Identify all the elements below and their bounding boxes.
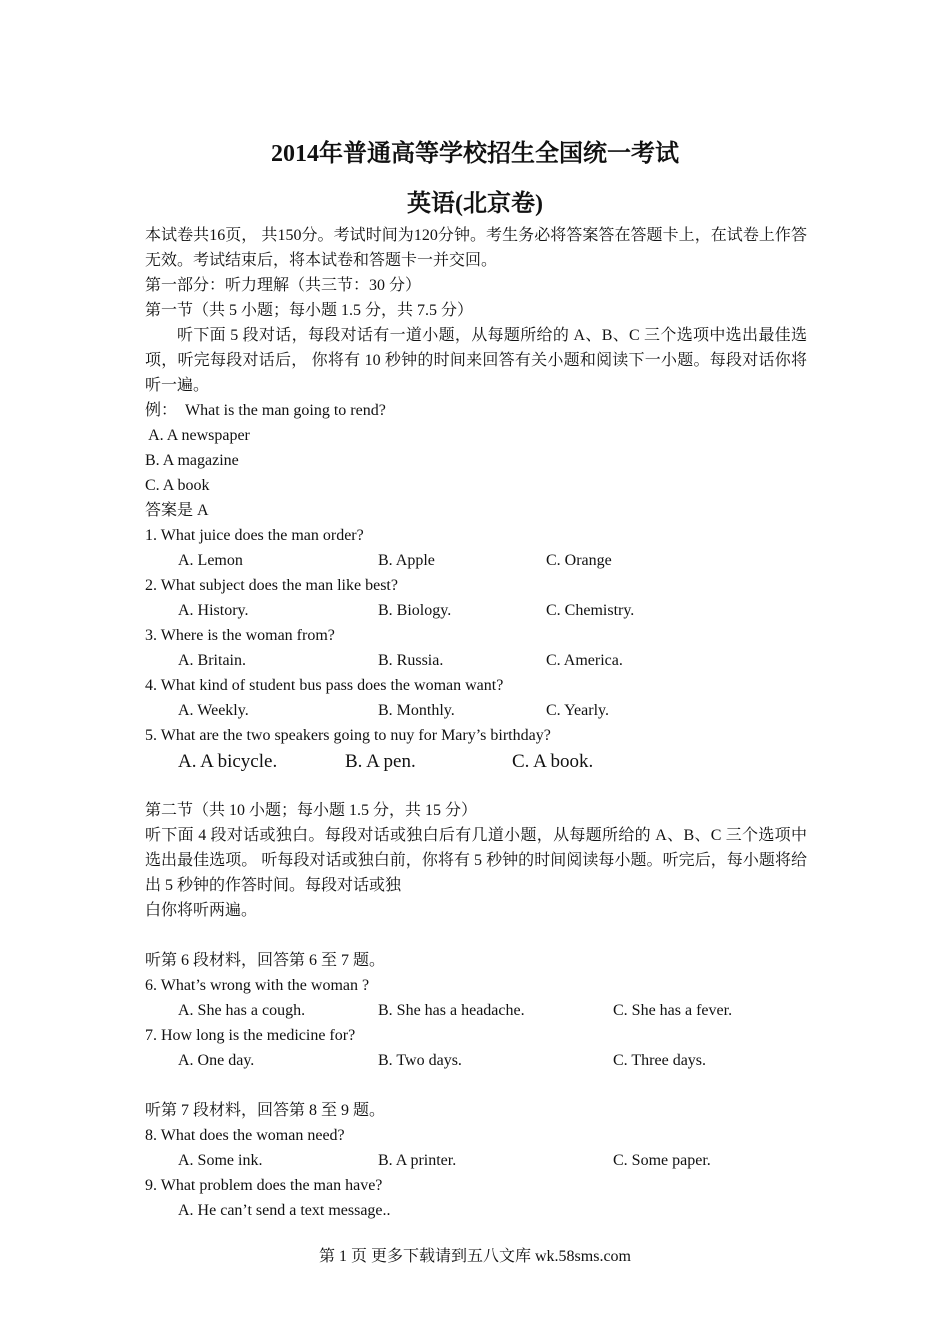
option-a: A. She has a cough. [178,1002,306,1019]
option-a: A. Lemon [178,552,243,569]
question-9: 9. What problem does the man have? [145,1177,383,1194]
option-c: C. America. [546,652,623,669]
option-a: A. A bicycle. [178,751,278,772]
question-6-options [145,998,807,1023]
question-5: 5. What are the two speakers going to nuy for Mary’s birthday? [145,727,551,744]
example-option-c: C. A book [145,477,210,494]
page-footer: 第 1 页 更多下载请到五八文库 wk.58sms.com [318,1248,631,1265]
question-3: 3. Where is the woman from? [145,627,335,644]
question-2: 2. What subject does the man like best? [145,577,398,594]
question-1: 1. What juice does the man order? [145,527,364,544]
option-b: B. Monthly. [378,702,455,719]
option-a: A. Some ink. [178,1152,263,1169]
question-1-options [145,548,807,573]
example-question: 例： What is the man going to rend? [145,402,386,419]
section2-heading: 第二节（共 10 小题；每小题 1.5 分，共 15 分） [145,802,478,819]
option-b: B. Biology. [378,602,452,619]
material-6-heading: 听第 6 段材料，回答第 6 至 7 题。 [145,952,386,969]
option-b: B. A printer. [378,1152,457,1169]
option-b: B. Apple [378,552,435,569]
option-c: C. Some paper. [613,1152,711,1169]
question-2-options [145,598,807,623]
question-7-options [145,1048,807,1073]
section2-instructions-tail: 白你将听两遍。 [145,902,258,919]
question-9-options [145,1198,807,1223]
question-4: 4. What kind of student bus pass does the woman want? [145,677,504,694]
intro-paragraph: 本试卷共16页， 共150分。考试时间为120分钟。考生务必将答案答在答题卡上，在试卷上作答无效。考试结束后，将本试卷和答题卡一并交回。 [145,227,807,269]
option-b: B. Two days. [378,1052,462,1069]
spacer [145,923,807,948]
option-c: C. She has a fever. [613,1002,733,1019]
example-option-b: B. A magazine [145,452,239,469]
option-a: A. He can’t send a text message.. [178,1202,391,1219]
question-3-options [145,648,807,673]
spacer [145,1073,807,1098]
section2-instructions: 听下面 4 段对话或独白。每段对话或独白后有几道小题，从每题所给的 A、B、C 三个选项中选出最佳选项。 听每段对话或独白前，你将有 5 秒钟的时间阅读每小题。听完后，每小题将给出 5 秒钟的作答时间。每段对话或独 [145,827,807,894]
section1-heading: 第一节（共 5 小题；每小题 1.5 分，共 7.5 分） [145,302,474,319]
option-a: A. Britain. [178,652,246,669]
option-c: C. Three days. [613,1052,707,1069]
option-b: B. A pen. [345,751,416,772]
material-7-heading: 听第 7 段材料，回答第 8 至 9 题。 [145,1102,386,1119]
exam-title: 2014年普通高等学校招生全国统一考试 [271,141,679,167]
option-c: C. Orange [546,552,612,569]
option-b: B. She has a headache. [378,1002,525,1019]
example-answer: 答案是 A [145,502,209,519]
question-8: 8. What does the woman need? [145,1127,345,1144]
option-c: C. A book. [512,751,594,772]
option-b: B. Russia. [378,652,444,669]
exam-subtitle: 英语(北京卷) [407,191,543,217]
example-option-a: A. A newspaper [145,427,250,444]
question-4-options [145,698,807,723]
question-5-options [145,748,807,776]
option-c: C. Yearly. [546,702,609,719]
section1-instructions: 听下面 5 段对话，每段对话有一道小题，从每题所给的 A、B、C 三个选项中选出最佳选项，听完每段对话后， 你将有 10 秒钟的时间来回答有关小题和阅读下一小题。每段对话你将听一遍。 [145,327,807,394]
spacer [145,776,807,798]
question-6: 6. What’s wrong with the woman ? [145,977,370,994]
option-c: C. Chemistry. [546,602,635,619]
question-8-options [145,1148,807,1173]
option-a: A. One day. [178,1052,255,1069]
part1-heading: 第一部分：听力理解（共三节：30 分） [145,277,422,294]
question-7: 7. How long is the medicine for? [145,1027,356,1044]
document-body [145,223,807,1223]
option-a: A. History. [178,602,249,619]
option-a: A. Weekly. [178,702,249,719]
